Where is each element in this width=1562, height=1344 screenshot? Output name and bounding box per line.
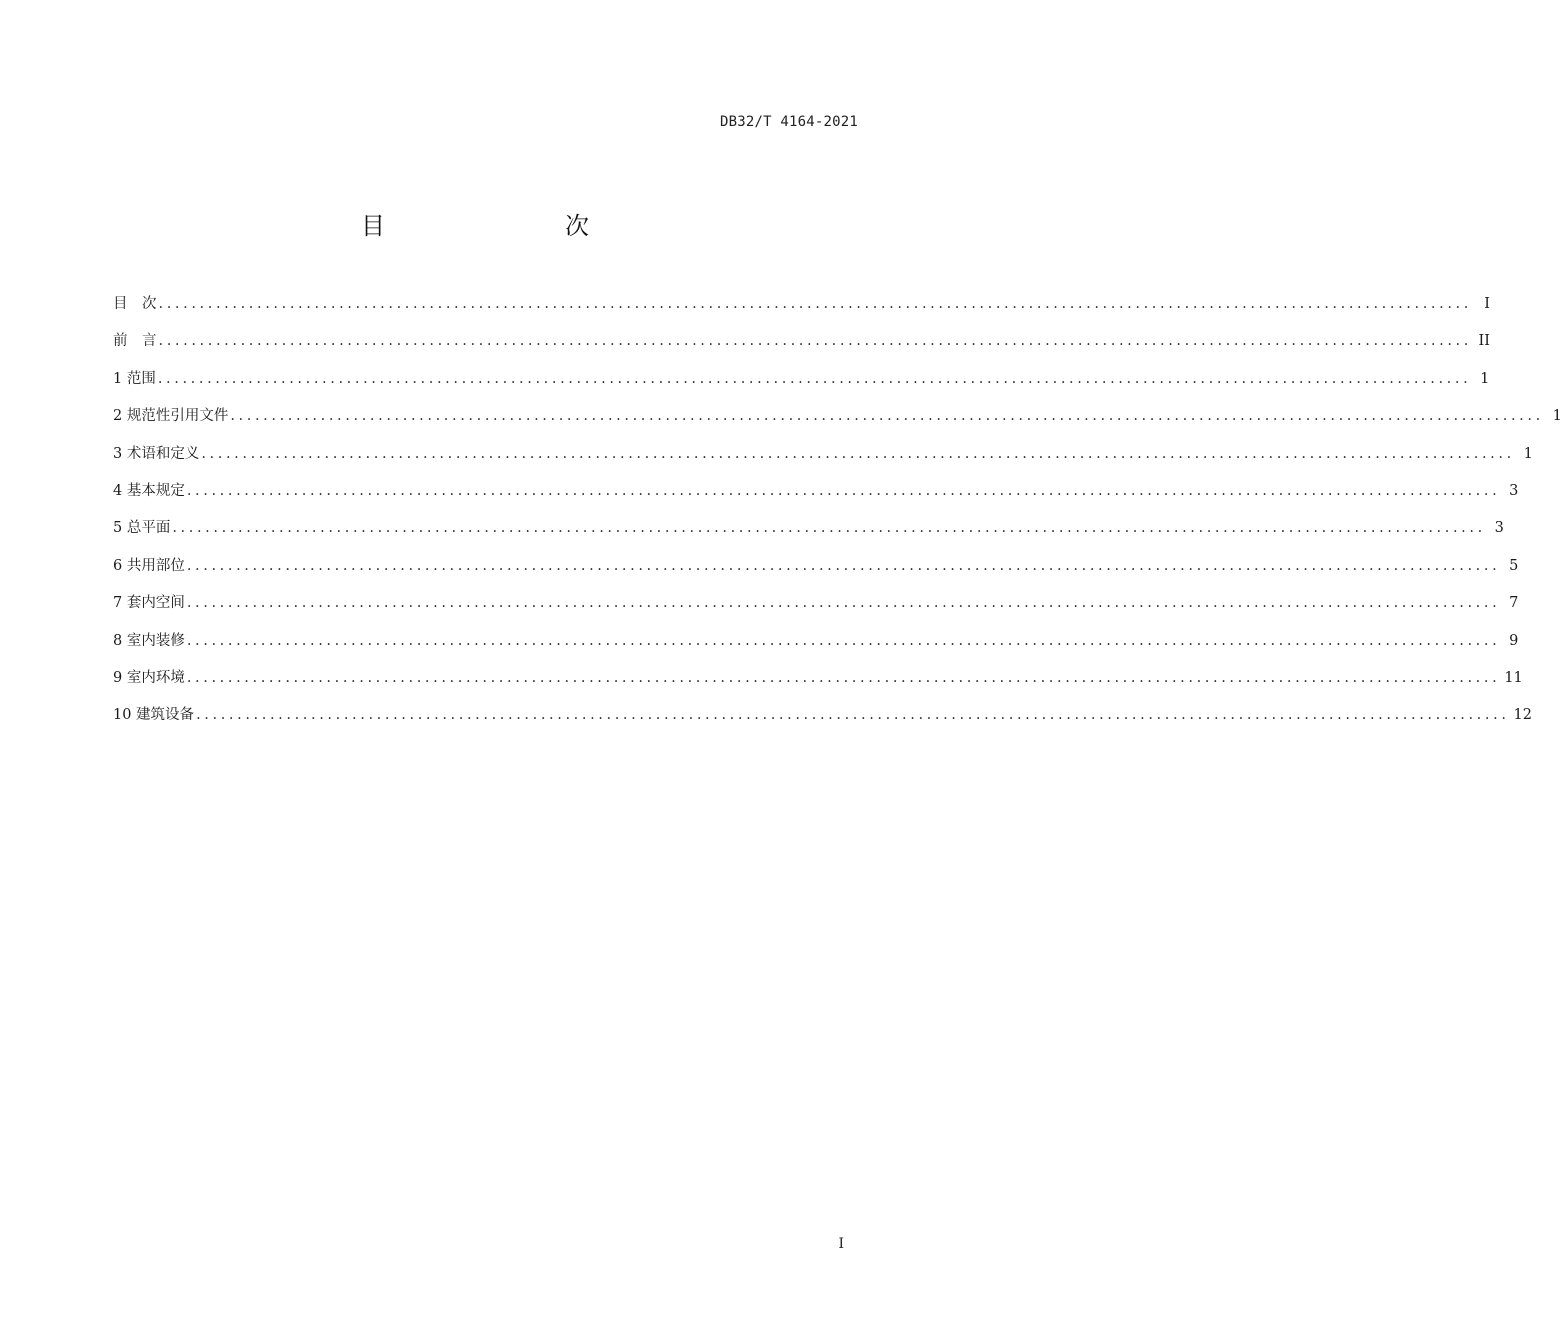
toc-entry-page: 1 (1523, 445, 1533, 462)
toc-entry-normative-references[interactable] (113, 405, 1562, 442)
dot-leader: ................................................................................................................................................................ (186, 482, 1501, 499)
toc-entry-common-areas[interactable] (113, 555, 1519, 592)
toc-entry-page: 3 (1494, 520, 1504, 537)
toc-entry-label: 7 套内空间 (113, 595, 185, 612)
dot-leader: ................................................................................................................................................................ (158, 333, 1472, 350)
toc-entry-building-equipment[interactable] (113, 704, 1532, 741)
page-title: 目 次 (361, 212, 633, 240)
toc-entry-page: 1 (1552, 408, 1562, 425)
toc-entry-label: 9 室内环境 (113, 669, 185, 686)
toc-entry-page: I (1484, 296, 1490, 312)
toc-entry-page: 11 (1504, 669, 1523, 686)
toc-entry-page: 1 (1480, 370, 1490, 387)
toc-entry-label: 8 室内装修 (113, 632, 185, 649)
toc-entry-contents[interactable] (113, 293, 1490, 330)
toc-entry-site-plan[interactable] (113, 517, 1504, 554)
toc-entry-label: 1 范围 (113, 370, 156, 387)
toc-entry-foreword[interactable] (113, 330, 1490, 367)
toc-entry-page: 5 (1509, 557, 1519, 574)
toc-entry-label: 3 术语和定义 (113, 445, 200, 462)
dot-leader: ................................................................................................................................................................ (186, 557, 1501, 574)
toc-entry-scope[interactable] (113, 368, 1490, 405)
dot-leader: ................................................................................................................................................................ (186, 669, 1501, 686)
dot-leader: ................................................................................................................................................................ (196, 707, 1510, 724)
dot-leader: ................................................................................................................................................................ (158, 296, 1472, 312)
dot-leader: ................................................................................................................................................................ (186, 632, 1501, 649)
toc-entry-label: 目 次 (113, 296, 157, 312)
dot-leader: ................................................................................................................................................................ (230, 408, 1544, 425)
toc-entry-label: 5 总平面 (113, 520, 171, 537)
toc-entry-interior-decoration[interactable] (113, 630, 1519, 667)
toc-entry-label: 前 言 (113, 333, 157, 350)
dot-leader: ................................................................................................................................................................ (201, 445, 1515, 462)
toc-entry-page: 12 (1513, 707, 1532, 724)
page-number: I (838, 1236, 844, 1252)
toc-entry-label: 4 基本规定 (113, 482, 185, 499)
toc-entry-label: 6 共用部位 (113, 557, 185, 574)
dot-leader: ................................................................................................................................................................ (172, 520, 1486, 537)
standard-code: DB32/T 4164-2021 (719, 114, 858, 130)
toc-entry-page: 7 (1509, 595, 1519, 612)
toc-entry-label: 10 建筑设备 (113, 707, 195, 724)
toc-entry-page: 3 (1509, 482, 1519, 499)
dot-leader: ................................................................................................................................................................ (186, 595, 1501, 612)
toc-entry-page: II (1478, 333, 1490, 350)
toc-entry-unit-interior-space[interactable] (113, 592, 1519, 629)
dot-leader: ................................................................................................................................................................ (157, 370, 1472, 387)
toc-entry-terms-definitions[interactable] (113, 443, 1533, 480)
table-of-contents (113, 293, 1562, 742)
toc-entry-page: 9 (1509, 632, 1519, 649)
toc-entry-indoor-environment[interactable] (113, 667, 1523, 704)
toc-entry-basic-provisions[interactable] (113, 480, 1519, 517)
toc-entry-label: 2 规范性引用文件 (113, 408, 229, 425)
